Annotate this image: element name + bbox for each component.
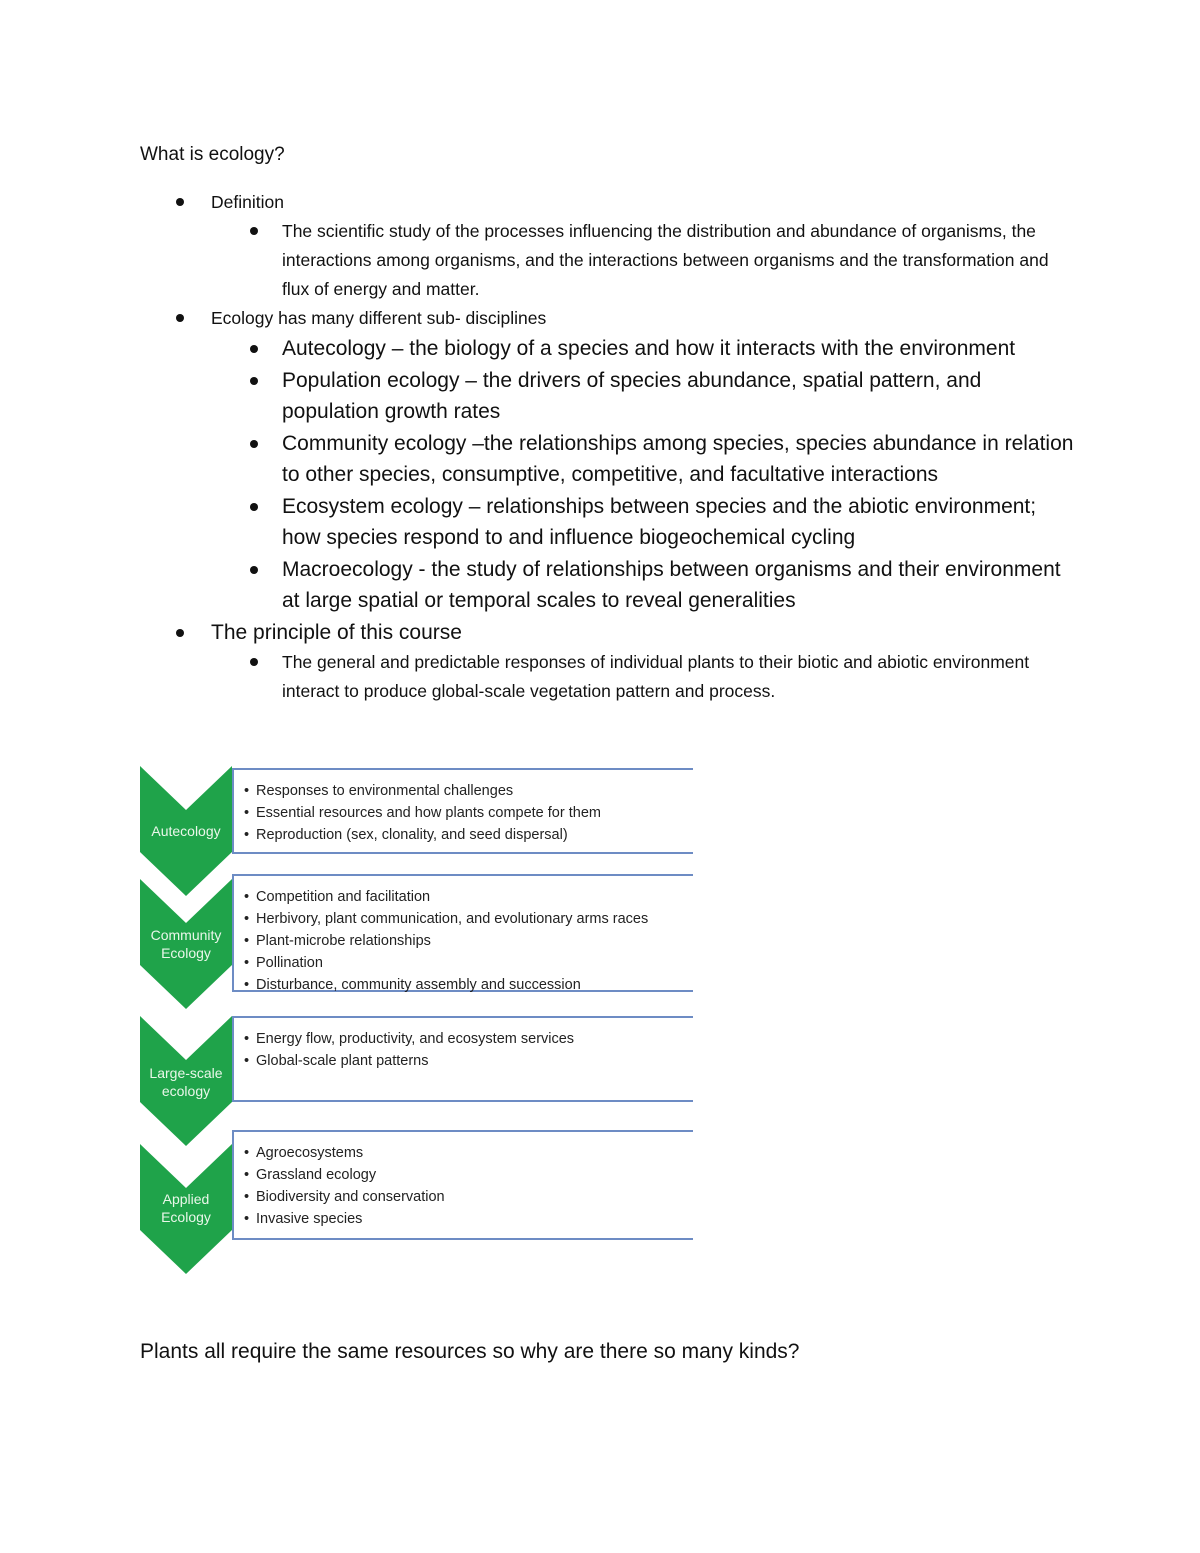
outline-subitem-text: Ecosystem ecology – relationships between species and the abiotic environment; how species respond to and influence biogeochemical cycling [282, 494, 1037, 549]
topic-item: • Responses to environmental challenges [244, 780, 693, 802]
stage-label: Applied Ecology [161, 1191, 211, 1225]
stage-topics-box [232, 1130, 693, 1240]
stage-label: Autecology [151, 823, 221, 839]
bullet-icon [250, 377, 258, 385]
bullet-icon [250, 503, 258, 511]
outline-subitem-text: Population ecology – the drivers of species abundance, spatial pattern, and population growth rates [282, 368, 982, 423]
bullet-icon [250, 658, 258, 666]
bullet-icon [176, 198, 184, 206]
outline-subitem [140, 648, 1080, 706]
outline-item-text: Definition [211, 192, 284, 212]
topic-item: • Competition and facilitation [244, 886, 693, 908]
outline-item [140, 304, 1080, 333]
outline-item-text: The principle of this course [211, 620, 462, 644]
bullet-icon [250, 440, 258, 448]
topic-item: • Biodiversity and conservation [244, 1186, 693, 1208]
stage-topics-box [232, 874, 693, 992]
stage-topics-box [232, 768, 693, 854]
topic-item: • Essential resources and how plants compete for them [244, 802, 693, 824]
outline-subitem [140, 217, 1080, 304]
course-topics-diagram [140, 766, 695, 1278]
closing-question: Plants all require the same resources so why are there so many kinds? [140, 1340, 800, 1363]
outline-subitem [140, 365, 1080, 428]
topic-item: • Agroecosystems [244, 1142, 693, 1164]
outline-item [140, 188, 1080, 217]
outline-subitem-text: The general and predictable responses of individual plants to their biotic and abiotic environment interact to produce global-scale vegetation pattern and process. [282, 652, 1030, 701]
outline-subitem-text: Macroecology - the study of relationships between organisms and their environment at large spatial or temporal scales to reveal generalities [282, 557, 1061, 612]
outline-subitem-text: Autecology – the biology of a species and how it interacts with the environment [282, 337, 1016, 360]
outline-item [140, 617, 1080, 649]
bullet-icon [176, 629, 184, 637]
bullet-icon [250, 345, 258, 353]
topic-item: • Invasive species [244, 1208, 693, 1230]
topic-item: • Global-scale plant patterns [244, 1050, 693, 1072]
outline-subitem-text: The scientific study of the processes influencing the distribution and abundance of organisms, the interactions among organisms, and the interactions between organisms and the transformation and flux of energy and matter. [282, 221, 1049, 299]
stage-label: Large-scale ecology [149, 1065, 223, 1099]
topic-item: • Disturbance, community assembly and succession [244, 974, 693, 996]
outline-item-text: Ecology has many different sub- disciplines [211, 308, 547, 328]
topic-item: • Plant-microbe relationships [244, 930, 693, 952]
outline-subitem [140, 554, 1080, 617]
topic-item: • Grassland ecology [244, 1164, 693, 1186]
bullet-icon [250, 227, 258, 235]
stage-label: Community Ecology [150, 927, 222, 961]
outline-subitem [140, 333, 1080, 365]
topic-item: • Herbivory, plant communication, and evolutionary arms races [244, 908, 693, 930]
outline-subitem-text: Community ecology –the relationships among species, species abundance in relation to other species, consumptive, competitive, and facultative interactions [282, 431, 1074, 486]
page-title: What is ecology? [140, 144, 285, 165]
outline-list [140, 188, 1080, 706]
bullet-icon [250, 566, 258, 574]
topic-item: • Reproduction (sex, clonality, and seed dispersal) [244, 824, 693, 846]
topic-item: • Pollination [244, 952, 693, 974]
outline-subitem [140, 428, 1080, 491]
stage-topics-box [232, 1016, 693, 1102]
outline-subitem [140, 491, 1080, 554]
topic-item: • Energy flow, productivity, and ecosystem services [244, 1028, 693, 1050]
bullet-icon [176, 314, 184, 322]
